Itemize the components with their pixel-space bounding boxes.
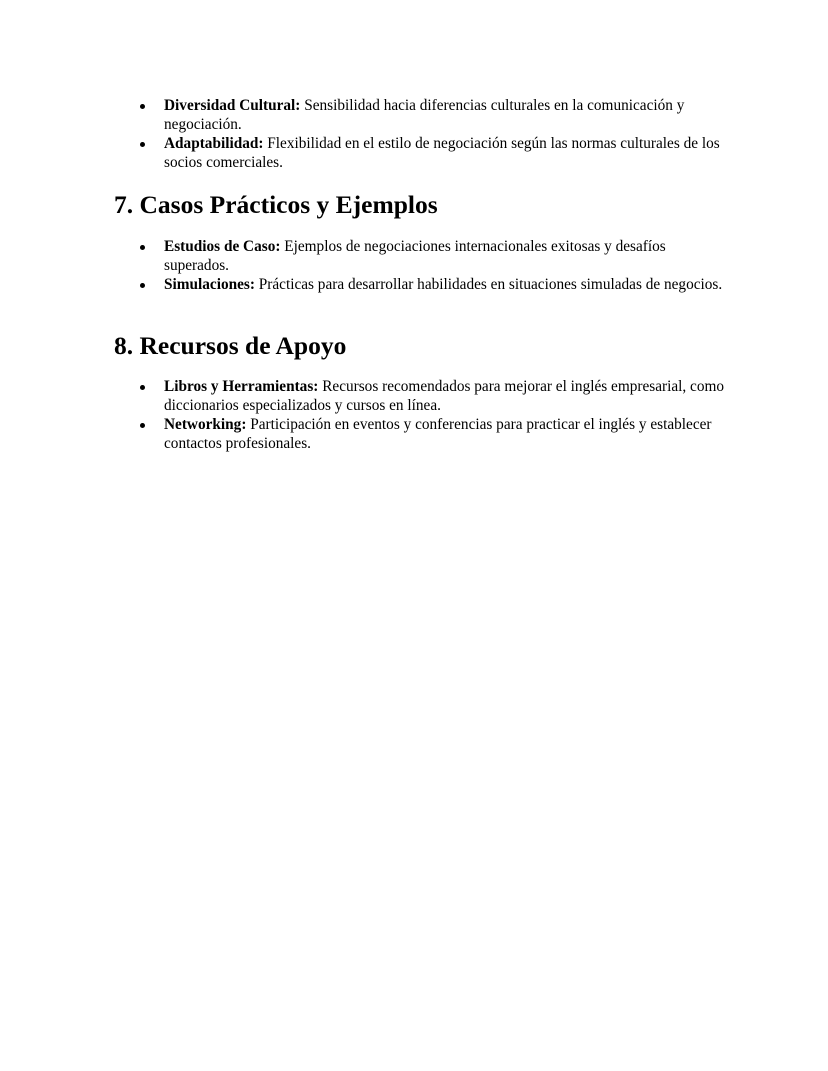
item-term: Libros y Herramientas: [164,378,319,395]
item-term: Estudios de Caso: [164,238,281,255]
bullet-icon [140,385,145,390]
bullet-icon [140,104,145,109]
item-text: Participación en eventos y conferencias para practicar el inglés y establecer contactos profesionales. [164,416,712,452]
item-text: Sensibilidad hacia diferencias culturales en la comunicación y negociación. [164,97,685,133]
item-text: Flexibilidad en el estilo de negociación según las normas culturales de los socios comerciales. [164,135,720,171]
item-term: Adaptabilidad: [164,135,264,152]
list-item [164,415,724,453]
bullet-icon [140,245,145,250]
support-resources-list [164,377,724,453]
list-item [164,275,724,294]
item-term: Simulaciones: [164,276,255,293]
item-term: Networking: [164,416,247,433]
list-item [164,134,724,172]
section-heading-7: 7. Casos Prácticos y Ejemplos [114,190,438,219]
item-text: Recursos recomendados para mejorar el inglés empresarial, como diccionarios especializados y cursos en línea. [164,378,725,414]
bullet-icon [140,142,145,147]
item-text: Ejemplos de negociaciones internacionales exitosas y desafíos superados. [164,238,666,274]
bullet-icon [140,423,145,428]
list-item [164,237,724,275]
section-heading-8: 8. Recursos de Apoyo [114,331,347,360]
item-term: Diversidad Cultural: [164,97,301,114]
bullet-icon [140,283,145,288]
list-item [164,96,724,134]
case-studies-list [164,237,724,294]
list-item [164,377,724,415]
cultural-skills-list [164,96,724,172]
item-text: Prácticas para desarrollar habilidades en situaciones simuladas de negocios. [254,276,723,293]
